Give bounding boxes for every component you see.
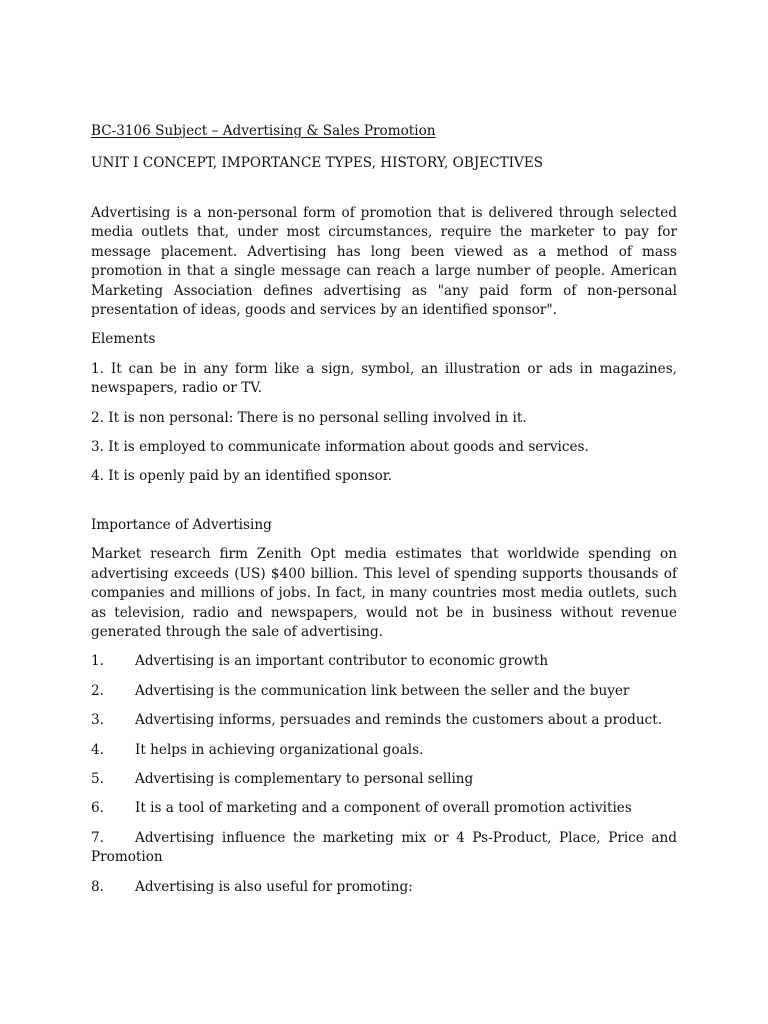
item-number: 2. xyxy=(91,682,104,699)
elements-heading: Elements xyxy=(91,331,156,348)
item-text: Advertising influence the marketing mix or 4 Ps-Product, Place, Price and Promotion xyxy=(91,829,677,866)
importance-item xyxy=(91,829,677,868)
item-number: 5. xyxy=(91,770,104,787)
importance-heading: Importance of Advertising xyxy=(91,516,272,533)
importance-item xyxy=(91,652,677,671)
item-number: 3. xyxy=(91,712,104,729)
element-item-1: 1. It can be in any form like a sign, symbol, an illustration or ads in magazines, newspapers, radio or TV. xyxy=(91,360,677,397)
importance-item xyxy=(91,682,677,701)
importance-paragraph: Market research firm Zenith Opt media estimates that worldwide spending on advertising exceeds (US) $400 billion. This level of spending supports thousands of companies and millions of jobs. In fact, in many countries most media outlets, such as television, radio and newspapers, would not be in business without revenue generated through the sale of advertising. xyxy=(91,546,677,640)
item-text: Advertising informs, persuades and reminds the customers about a product. xyxy=(135,712,663,729)
item-text: Advertising is the communication link between the seller and the buyer xyxy=(135,682,630,699)
item-number: 7. xyxy=(91,829,104,846)
importance-item xyxy=(91,770,677,789)
unit-heading: UNIT I CONCEPT, IMPORTANCE TYPES, HISTORY, OBJECTIVES xyxy=(91,155,544,171)
importance-item xyxy=(91,711,677,730)
item-number: 4. xyxy=(91,741,104,758)
item-number: 6. xyxy=(91,800,104,817)
importance-list xyxy=(91,652,677,897)
document-page xyxy=(91,121,677,907)
item-number: 1. xyxy=(91,653,104,670)
item-text: Advertising is also useful for promoting: xyxy=(135,878,413,895)
item-text: It helps in achieving organizational goals. xyxy=(135,741,424,758)
item-text: It is a tool of marketing and a component of overall promotion activities xyxy=(135,800,632,817)
intro-paragraph: Advertising is a non-personal form of promotion that is delivered through selected media outlets that, under most circumstances, require the marketer to pay for message placement. Advertising has long been viewed as a method of mass promotion in that a single message can reach a large number of people. American Marketing Association defines advertising as "any paid form of non-personal presentation of ideas, goods and services by an identified sponsor". xyxy=(91,205,677,319)
element-item-4: 4. It is openly paid by an identified sponsor. xyxy=(91,468,393,485)
importance-item xyxy=(91,878,677,897)
element-item-2: 2. It is non personal: There is no personal selling involved in it. xyxy=(91,409,527,426)
element-item-3: 3. It is employed to communicate information about goods and services. xyxy=(91,439,589,456)
importance-item xyxy=(91,741,677,760)
document-title: BC-3106 Subject – Advertising & Sales Promotion xyxy=(91,123,436,139)
importance-item xyxy=(91,799,677,818)
item-number: 8. xyxy=(91,878,104,895)
item-text: Advertising is complementary to personal selling xyxy=(135,770,474,787)
item-text: Advertising is an important contributor to economic growth xyxy=(135,653,549,670)
